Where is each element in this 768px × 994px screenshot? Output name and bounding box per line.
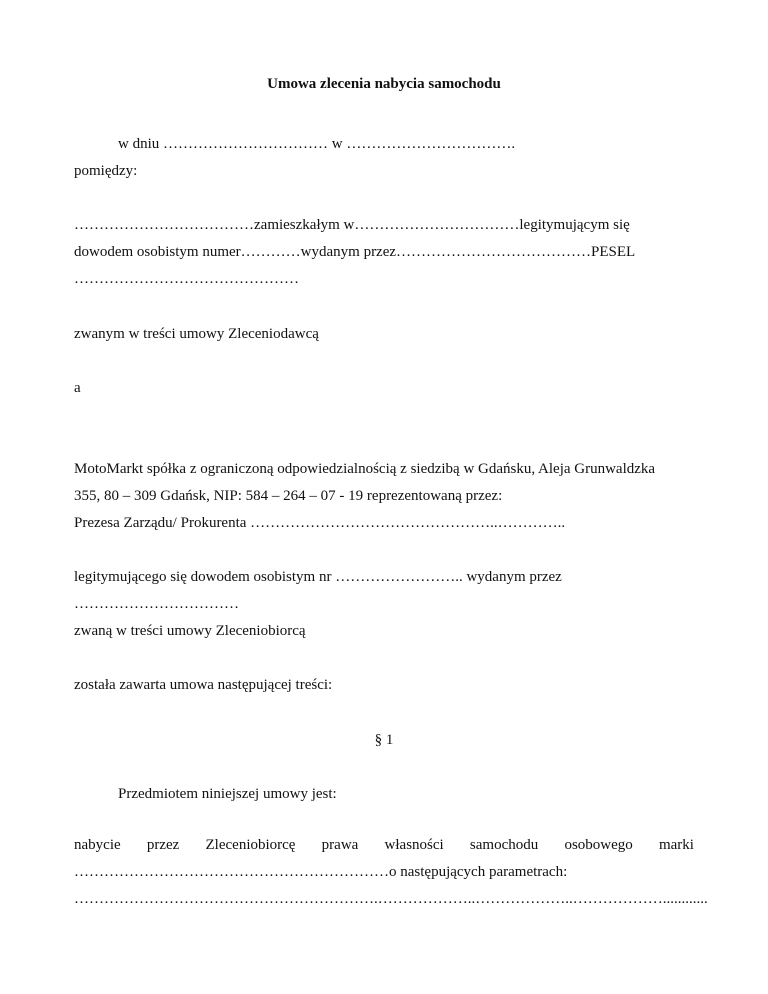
id-card-line: legitymującego się dowodem osobistym nr …………………….. wydanym przez [74, 569, 562, 585]
word: prawa [321, 837, 359, 853]
company-representative-line: Prezesa Zarządu/ Prokurenta …………………………………………..………….. [74, 515, 566, 531]
word: osobowego [564, 837, 633, 853]
id-issuer-line: …………………………… [74, 596, 239, 612]
word: samochodu [469, 837, 539, 853]
section-1-heading: § 1 [374, 732, 394, 748]
and-connector: a [74, 380, 81, 396]
subject-line: Przedmiotem niniejszej umowy jest: [118, 786, 337, 802]
word: nabycie [74, 837, 121, 853]
company-line-2: 355, 80 – 309 Gdańsk, NIP: 584 – 264 – 07 - 19 reprezentowaną przez: [74, 488, 503, 504]
party1-id-line: dowodem osobistym numer…………wydanym przez…………………………………PESEL [74, 244, 636, 260]
word: marki [658, 837, 694, 853]
party1-pesel-line: ……………………………………… [74, 271, 299, 287]
party1-name-line: ………………………………zamieszkałym w……………………………legitymującym się [74, 217, 630, 233]
company-line-1: MotoMarkt spółka z ograniczoną odpowiedzialnością z siedzibą w Gdańsku, Aleja Grunwaldzka [74, 461, 656, 477]
parameters-line: ………………………………………………………o następujących parametrach: [74, 864, 568, 880]
document-title: Umowa zlecenia nabycia samochodu [267, 76, 501, 92]
parameters-dots-line: …………………………………………………….………………..………………..………………............ [74, 891, 708, 907]
contract-concluded: została zawarta umowa następującej treści: [74, 677, 333, 693]
between-label: pomiędzy: [74, 163, 138, 179]
date-place-line: w dniu …………………………… w ……………………………. [118, 136, 516, 152]
word: własności [384, 837, 444, 853]
party1-role: zwanym w treści umowy Zleceniodawcą [74, 326, 319, 342]
subject-justified-line [74, 837, 694, 854]
word: Zleceniobiorcę [205, 837, 296, 853]
word: przez [146, 837, 180, 853]
company-role: zwaną w treści umowy Zleceniobiorcą [74, 623, 306, 639]
